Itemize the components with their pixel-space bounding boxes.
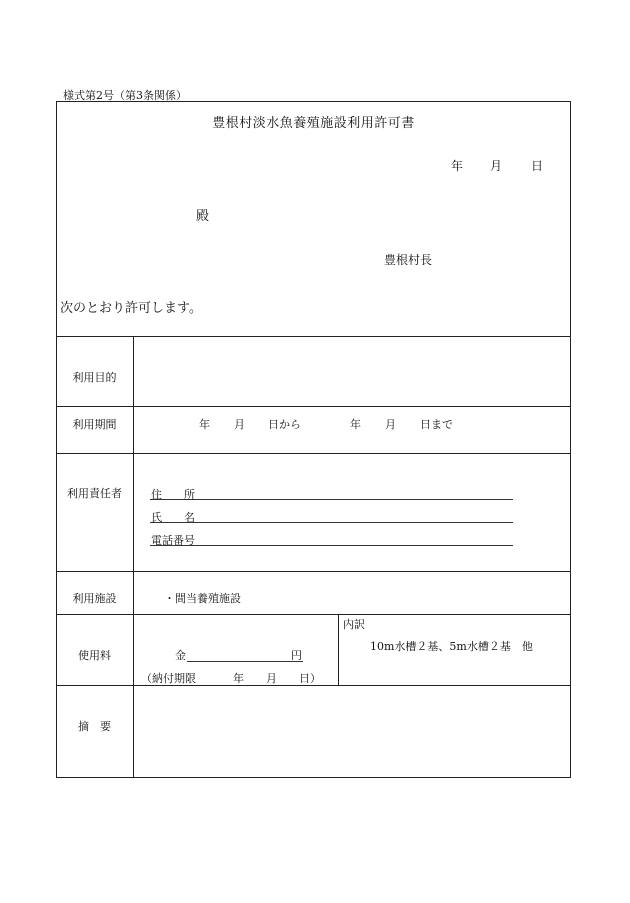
period-start-month: 月 bbox=[234, 418, 245, 431]
addressee-honorific: 殿 bbox=[196, 209, 210, 224]
period-end-year: 年 bbox=[350, 418, 361, 431]
period-label: 利用期間 bbox=[72, 418, 117, 431]
period-end-month: 月 bbox=[385, 418, 396, 431]
purpose-label: 利用目的 bbox=[72, 371, 117, 384]
fee-amount-underline bbox=[187, 661, 303, 662]
fee-deadline-day: 日） bbox=[299, 672, 321, 685]
responsible-label: 利用責任者 bbox=[67, 487, 122, 500]
fee-amount-suffix: 円 bbox=[291, 649, 302, 662]
fee-deadline-month: 月 bbox=[266, 672, 277, 685]
fee-breakdown-divider bbox=[338, 614, 339, 685]
fee-label: 使用料 bbox=[78, 649, 111, 662]
fee-amount-prefix: 金 bbox=[175, 649, 186, 662]
issuer-title: 豊根村長 bbox=[384, 253, 433, 267]
fee-deadline-open: （納付期限 bbox=[141, 672, 196, 685]
form-number-label: 様式第2号（第3条関係） bbox=[63, 89, 187, 102]
name-field-label: 氏 名 bbox=[151, 511, 195, 524]
period-end-day: 日まで bbox=[420, 418, 453, 431]
facility-label: 利用施設 bbox=[72, 592, 117, 605]
fee-deadline-year: 年 bbox=[233, 672, 244, 685]
phone-underline bbox=[150, 545, 513, 546]
address-underline bbox=[150, 499, 513, 500]
period-start-day: 日から bbox=[268, 418, 301, 431]
document-title: 豊根村淡水魚養殖施設利用許可書 bbox=[212, 116, 415, 131]
permission-statement: 次のとおり許可します。 bbox=[60, 301, 202, 316]
date-month: 月 bbox=[490, 159, 503, 173]
phone-field-label: 電話番号 bbox=[151, 534, 195, 547]
facility-value: ・間当養殖施設 bbox=[164, 592, 241, 605]
name-underline bbox=[150, 522, 513, 523]
period-start-year: 年 bbox=[199, 418, 210, 431]
fee-breakdown-detail: 10m水槽２基、5m水槽２基 他 bbox=[370, 640, 533, 653]
date-day: 日 bbox=[531, 159, 544, 173]
fee-breakdown-title: 内訳 bbox=[343, 618, 365, 631]
label-column-divider bbox=[133, 336, 134, 778]
remarks-label: 摘 要 bbox=[78, 720, 111, 733]
address-field-label: 住 所 bbox=[151, 488, 195, 501]
date-year: 年 bbox=[451, 159, 464, 173]
